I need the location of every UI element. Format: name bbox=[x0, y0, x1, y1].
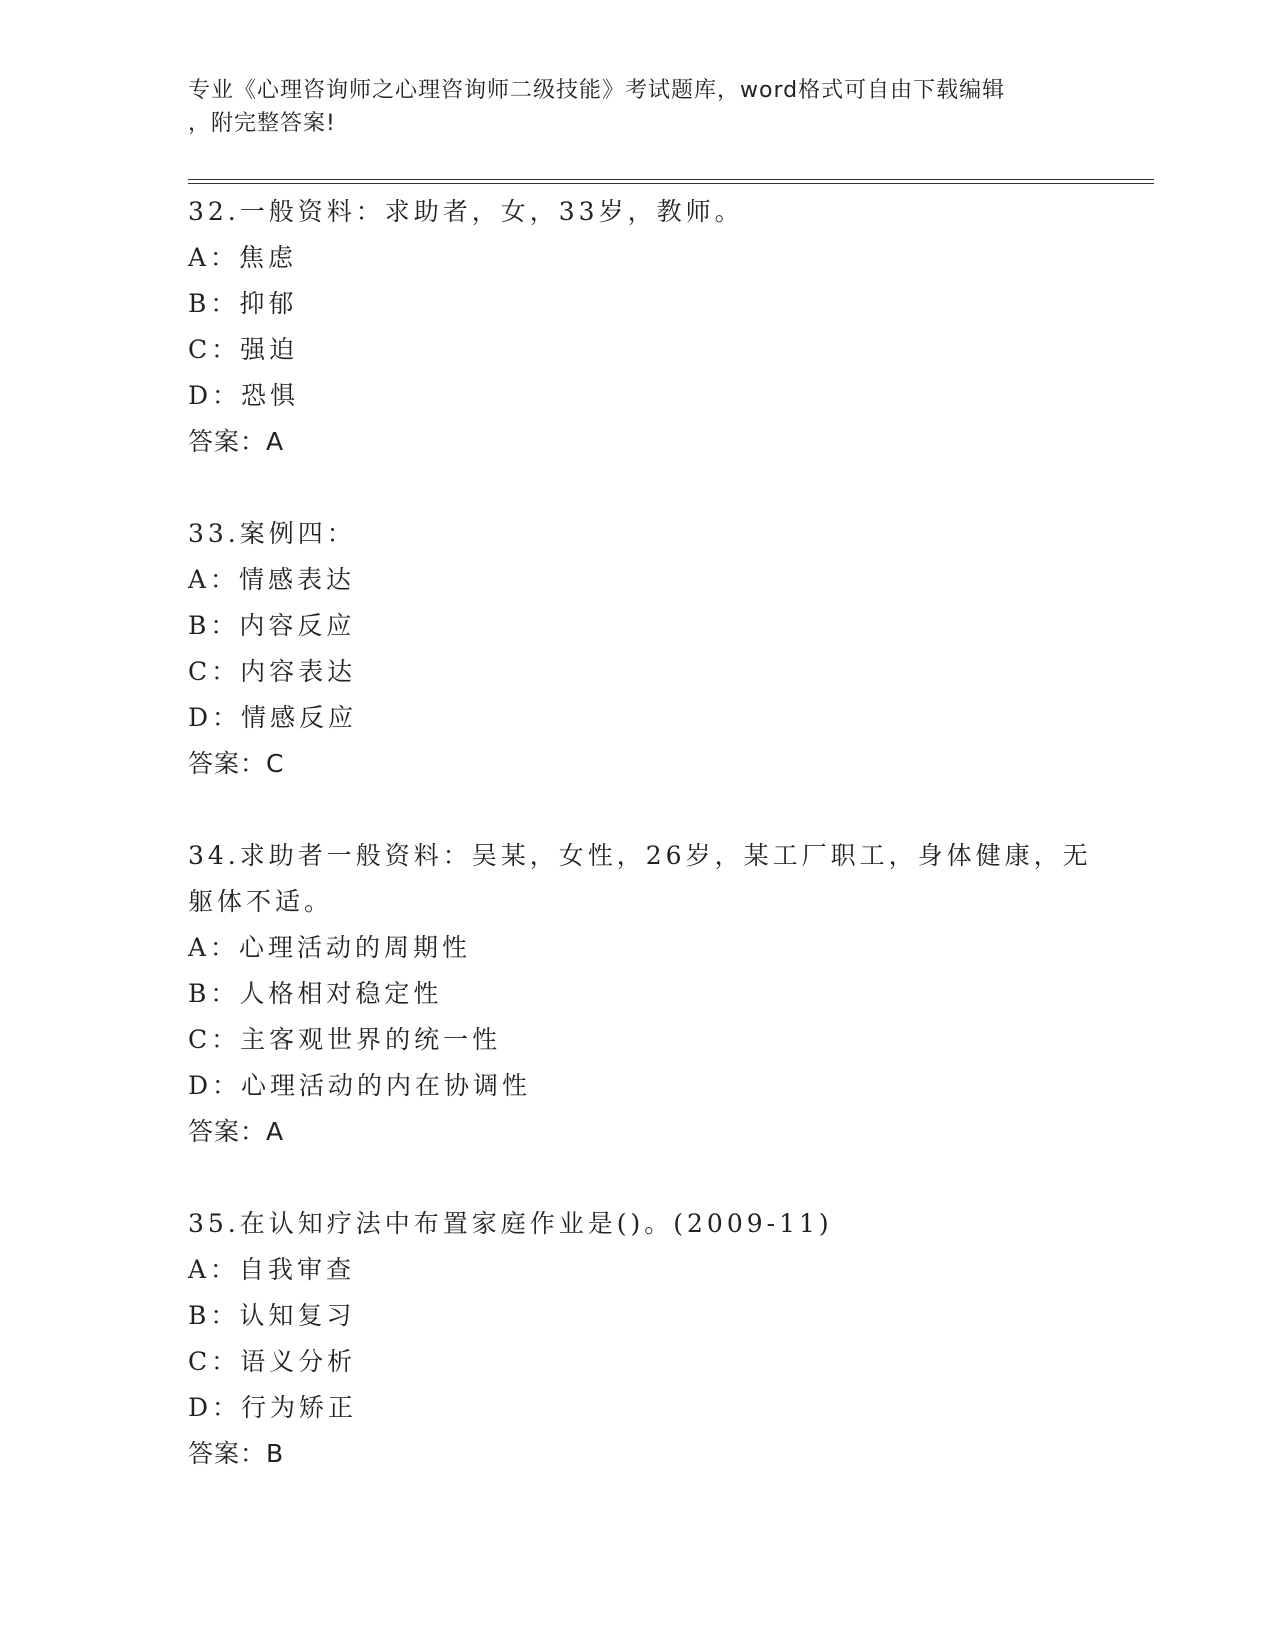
option-b: B：人格相对稳定性 bbox=[188, 979, 443, 1008]
answer-line: 答案：A bbox=[188, 1117, 285, 1146]
header-line-2: ，附完整答案! bbox=[188, 111, 336, 136]
question-stem: 32.一般资料：求助者，女，33岁，教师。 bbox=[188, 197, 744, 226]
question-stem-line-2: 躯体不适。 bbox=[188, 887, 334, 916]
question-stem-line-1: 34.求助者一般资料：吴某，女性，26岁，某工厂职工，身体健康，无 bbox=[188, 841, 1092, 870]
question-stem: 35.在认知疗法中布置家庭作业是()。(2009-11) bbox=[188, 1209, 833, 1238]
header-line-1: 专业《心理咨询师之心理咨询师二级技能》考试题库，word格式可自由下载编辑 bbox=[188, 78, 1006, 103]
question-33 bbox=[188, 511, 1088, 787]
option-c: C：主客观世界的统一性 bbox=[188, 1025, 502, 1054]
answer-line: 答案：C bbox=[188, 749, 285, 778]
option-d: D：行为矫正 bbox=[188, 1393, 358, 1422]
option-b: B：认知复习 bbox=[188, 1301, 356, 1330]
question-34 bbox=[188, 833, 1092, 1155]
option-b: B：内容反应 bbox=[188, 611, 356, 640]
question-stem: 33.案例四： bbox=[188, 519, 356, 548]
option-a: A：自我审查 bbox=[188, 1255, 356, 1284]
option-a: A：情感表达 bbox=[188, 565, 356, 594]
option-d: D：情感反应 bbox=[188, 703, 358, 732]
document-header bbox=[188, 74, 1088, 140]
option-b: B：抑郁 bbox=[188, 289, 298, 318]
option-c: C：强迫 bbox=[188, 335, 299, 364]
option-a: A：焦虑 bbox=[188, 243, 298, 272]
header-divider-top bbox=[188, 179, 1154, 180]
header-divider-bottom bbox=[188, 183, 1154, 184]
option-d: D：心理活动的内在协调性 bbox=[188, 1071, 532, 1100]
option-d: D：恐惧 bbox=[188, 381, 300, 410]
question-list bbox=[188, 189, 1092, 1523]
answer-line: 答案：B bbox=[188, 1439, 285, 1468]
option-c: C：语义分析 bbox=[188, 1347, 357, 1376]
question-32 bbox=[188, 189, 1088, 465]
answer-line: 答案：A bbox=[188, 427, 285, 456]
option-c: C：内容表达 bbox=[188, 657, 357, 686]
option-a: A：心理活动的周期性 bbox=[188, 933, 472, 962]
question-35 bbox=[188, 1201, 1088, 1477]
